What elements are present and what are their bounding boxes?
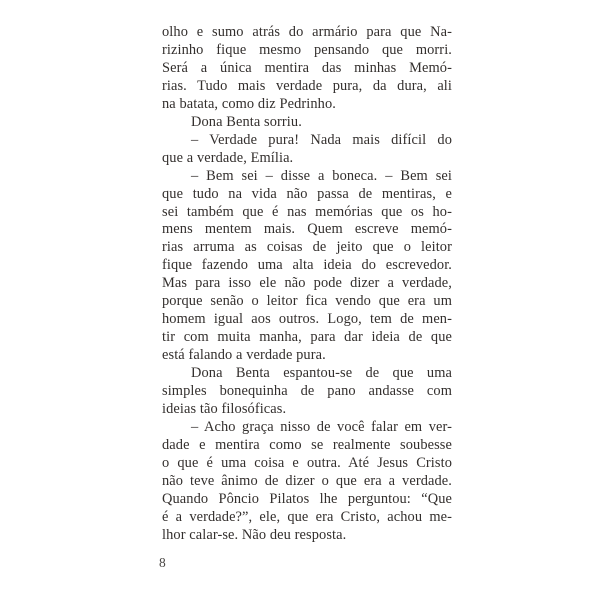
text-line: simples bonequinha de pano andasse com bbox=[162, 383, 452, 400]
text-line: mens mentem mais. Quem escreve memó- bbox=[162, 221, 452, 238]
text-line: Dona Benta espantou-se de que uma bbox=[191, 365, 452, 382]
text-line: fique fazendo uma alta ideia do escrevedor. bbox=[162, 257, 452, 274]
text-line: dade e mentira como se realmente soubesse bbox=[162, 436, 452, 453]
text-line: ideias tão filosóficas. bbox=[162, 401, 287, 418]
text-line: na batata, como diz Pedrinho. bbox=[162, 95, 336, 112]
text-line: porque senão o leitor fica vendo que era um bbox=[162, 293, 452, 310]
text-line: o que é uma coisa e outra. Até Jesus Cristo bbox=[162, 454, 452, 471]
text-line: está falando a verdade pura. bbox=[162, 347, 326, 364]
text-line: não teve ânimo de dizer o que era a verdade. bbox=[162, 472, 452, 489]
text-line: é a verdade?”, ele, que era Cristo, achou me- bbox=[162, 508, 452, 525]
text-line: homem igual aos outros. Logo, tem de men- bbox=[162, 311, 452, 328]
text-line: Dona Benta sorriu. bbox=[191, 113, 302, 130]
text-line: tir com muita manha, para dar ideia de que bbox=[162, 329, 452, 346]
text-line: olho e sumo atrás do armário para que Na- bbox=[162, 24, 452, 40]
page-number: 8 bbox=[159, 555, 166, 570]
text-line: rias arruma as coisas de jeito que o leitor bbox=[162, 239, 452, 256]
text-line: rizinho fique mesmo pensando que morri. bbox=[162, 41, 452, 58]
text-line: Mas para isso ele não pode dizer a verdade, bbox=[162, 275, 452, 292]
text-line: – Acho graça nisso de você falar em ver- bbox=[191, 418, 452, 435]
text-line: – Bem sei – disse a boneca. – Bem sei bbox=[191, 167, 452, 184]
text-line: sei também que é nas memórias que os ho- bbox=[162, 203, 452, 220]
body-text bbox=[162, 24, 452, 545]
text-line: rias. Tudo mais verdade pura, da dura, ali bbox=[162, 77, 452, 94]
text-line: que tudo na vida não passa de mentiras, e bbox=[162, 185, 452, 202]
text-line: lhor calar-se. Não deu resposta. bbox=[162, 526, 347, 543]
text-line: que a verdade, Emília. bbox=[162, 149, 294, 166]
text-line: – Verdade pura! Nada mais difícil do bbox=[191, 131, 452, 148]
text-line: Quando Pôncio Pilatos lhe perguntou: “Que bbox=[162, 490, 452, 507]
text-line: Será a única mentira das minhas Memó- bbox=[162, 59, 452, 76]
